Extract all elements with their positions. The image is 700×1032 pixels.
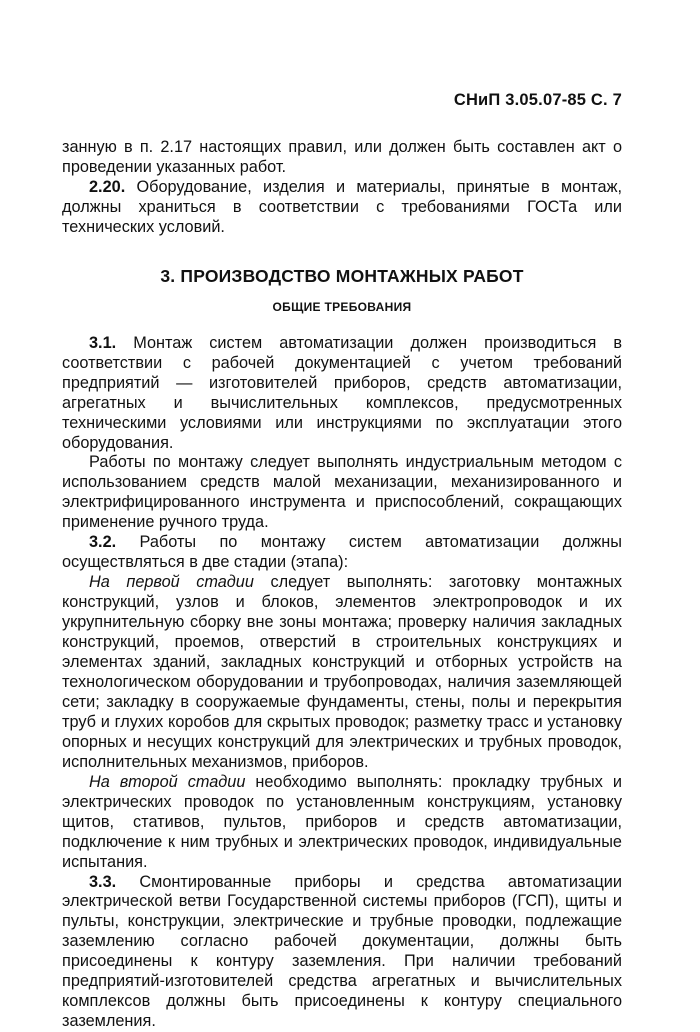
paragraph-3-1-continued: Работы по монтажу следует выполнять индустриальным методом с использованием средств малой механизации, механизированного и электрифицированного инструмента и приспособлений, сокращающих применение ручного труда.: [62, 453, 622, 533]
clause-number-3-3: 3.3.: [89, 873, 116, 891]
clause-text-2-20: Оборудование, изделия и материалы, принятые в монтаж, должны храниться в соответствии с требованиями ГОСТа или технических условий.: [62, 178, 622, 236]
clause-text-3-2: Работы по монтажу систем автоматизации должны осуществляться в две стадии (этапа):: [62, 533, 622, 571]
clause-number-3-1: 3.1.: [89, 334, 116, 352]
paragraph-3-3: [62, 873, 622, 1032]
stage-2-text: необходимо выполнять: прокладку трубных и электрических проводок по установленным конструкциям, установку щитов, стативов, пультов, приборов и средств автоматизации, подключение к ним трубных и электрических проводок, индивидуальные испытания.: [62, 773, 622, 871]
paragraph-stage-1: [62, 573, 622, 773]
paragraph-3-1: [62, 334, 622, 454]
page-header: СНиП 3.05.07-85 С. 7: [62, 90, 622, 110]
stage-1-text: следует выполнять: заготовку монтажных конструкций, узлов и блоков, элементов электропроводок и их укрупнительную сборку вне зоны монтажа; проверку наличия закладных конструкций, проемов, отверстий в строительных конструкциях и элементах зданий, закладных конструкций и отборных устройств на технологическом оборудовании и трубопроводах, наличия заземляющей сети; закладку в сооружаемые фундаменты, стены, полы и перекрытия труб и глухих коробов для скрытых проводок; разметку трасс и установку опорных и несущих конструкций для электрических и трубных проводок, исполнительных механизмов, приборов.: [62, 573, 622, 771]
paragraph-2-20: [62, 178, 622, 238]
clause-number-2-20: 2.20.: [89, 178, 125, 196]
paragraph-2-19-continuation: занную в п. 2.17 настоящих правил, или должен быть составлен акт о проведении указанных работ.: [62, 138, 622, 178]
paragraph-3-2: [62, 533, 622, 573]
stage-2-label: На второй стадии: [89, 773, 245, 791]
stage-1-label: На первой стадии: [89, 573, 254, 591]
paragraph-stage-2: [62, 773, 622, 873]
section-title: 3. ПРОИЗВОДСТВО МОНТАЖНЫХ РАБОТ: [62, 265, 622, 287]
subsection-title: ОБЩИЕ ТРЕБОВАНИЯ: [62, 299, 622, 315]
clause-number-3-2: 3.2.: [89, 533, 116, 551]
clause-text-3-1: Монтаж систем автоматизации должен производиться в соответствии с рабочей документацией с учетом требований предприятий — изготовителей приборов, средств автоматизации, агрегатных и вычислительных комплексов, предусмотренных техническими условиями или инструкциями по эксплуатации этого оборудования.: [62, 334, 622, 452]
document-page: [62, 90, 622, 1032]
clause-text-3-3: Смонтированные приборы и средства автоматизации электрической ветви Государственной системы приборов (ГСП), щиты и пульты, конструкции, электрические и трубные проводки, подлежащие заземлению согласно рабочей документации, должны быть присоединены к контуру заземления. При наличии требований предприятий-изготовителей средства агрегатных и вычислительных комплексов должны быть присоединены к контуру специального заземления.: [62, 873, 622, 1031]
